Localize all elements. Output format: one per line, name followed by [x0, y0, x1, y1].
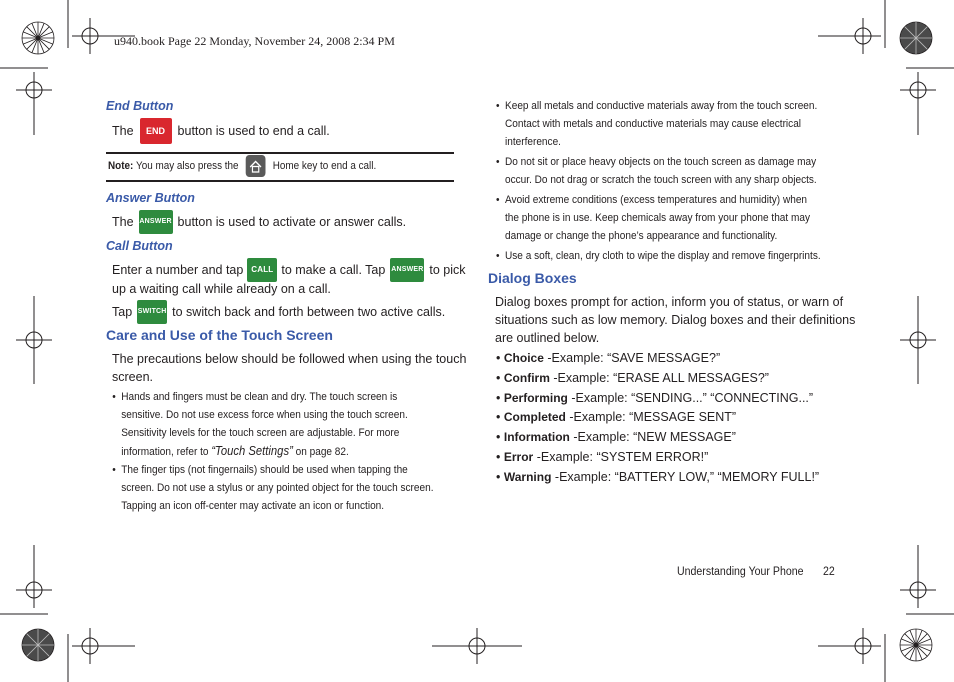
touch-screen-heading: Care and Use of the Touch Screen	[106, 327, 333, 343]
dialog-item-performing	[496, 389, 819, 409]
dialog-example: -Example: “BATTERY LOW,” “MEMORY FULL!”	[554, 469, 820, 484]
right-bullet-1-line1: Keep all metals and conductive materials away from the touch screen.	[505, 100, 818, 112]
note-bottom-rule	[106, 180, 454, 182]
right-bullet-3	[496, 191, 821, 245]
bullet-icon: •	[112, 464, 116, 476]
dialog-item-warning	[496, 468, 819, 488]
note-text-pre: You may also press the	[135, 160, 239, 172]
dialog-item-information	[496, 428, 819, 448]
touch-bullet-1-line4-pre: information, refer to	[121, 446, 209, 458]
dialog-item-completed	[496, 408, 819, 428]
bullet-icon: •	[496, 449, 501, 464]
home-key-icon	[246, 155, 266, 177]
dialog-item-confirm	[496, 369, 819, 389]
call-line1-mid: to make a call. Tap	[281, 263, 386, 277]
bullet-icon: •	[496, 156, 500, 168]
bullet-icon: •	[496, 100, 500, 112]
touch-bullet-1-line1: Hands and fingers must be clean and dry. The touch screen is	[121, 391, 398, 403]
right-bullet-3-line1: Avoid extreme conditions (excess temperatures and humidity) when	[505, 194, 808, 206]
answer-key-icon: ANSWER	[139, 210, 173, 234]
touch-bullet-1-line4-post: on page 82.	[295, 446, 349, 458]
touch-bullet-1-line2: sensitive. Do not use excess force when using the touch screen.	[121, 409, 408, 421]
footer-section: Understanding Your Phone	[677, 566, 804, 578]
dialog-intro-line1: Dialog boxes prompt for action, inform you of status, or warn of	[495, 295, 844, 309]
dialog-boxes-heading: Dialog Boxes	[488, 270, 577, 286]
right-bullet-4-line1: Use a soft, clean, dry cloth to wipe the display and remove fingerprints.	[505, 250, 821, 262]
right-bullet-1	[496, 97, 821, 151]
note	[108, 155, 376, 177]
bullet-icon: •	[496, 430, 501, 445]
bullet-icon: •	[496, 194, 500, 206]
touch-bullet-1-line3: Sensitivity levels for the touch screen are adjustable. For more	[121, 427, 400, 439]
right-bullet-3-line3: damage or change the phone’s appearance and functionality.	[505, 230, 778, 242]
bullet-icon: •	[496, 469, 501, 484]
right-bullet-2	[496, 153, 821, 189]
dialog-term: Error	[503, 449, 534, 464]
dialog-example: -Example: “SYSTEM ERROR!”	[536, 449, 709, 464]
dialog-term: Completed	[503, 410, 566, 425]
dialog-example: -Example: “ERASE ALL MESSAGES?”	[553, 370, 769, 385]
call-button-heading: Call Button	[106, 239, 173, 253]
end-key-icon: END	[140, 118, 172, 144]
dialog-example: -Example: “SENDING...” “CONNECTING...”	[571, 390, 814, 405]
touch-bullet-2-line3: Tapping an icon off-center may activate an icon or function.	[121, 500, 385, 512]
right-bullet-3-line2: the phone is in use. Keep chemicals away from your phone that may	[505, 212, 811, 224]
bullet-icon: •	[496, 351, 501, 365]
starburst-target-icon	[22, 22, 54, 54]
page-number: 22	[823, 566, 835, 578]
dialog-term: Confirm	[503, 370, 550, 385]
touch-intro	[112, 350, 466, 386]
note-top-rule	[106, 152, 454, 154]
touch-intro-line1: The precautions below should be followed when using the touch	[112, 352, 467, 366]
dialog-intro-line2: situations such as low memory. Dialog boxes and their definitions	[495, 313, 856, 327]
right-bullet-2-line1: Do not sit or place heavy objects on the touch screen as damage may	[505, 156, 817, 168]
answer-key-icon-2: ANSWER	[390, 258, 424, 282]
answer-text-pre: The	[112, 215, 134, 229]
dialog-item-error	[496, 448, 819, 468]
end-button-heading: End Button	[106, 99, 174, 113]
end-text-post: button is used to end a call.	[177, 124, 330, 138]
note-label: Note:	[108, 160, 134, 172]
right-bullet-2-line2: occur. Do not drag or scratch the touch screen with any sharp objects.	[505, 174, 817, 186]
touch-bullet-2-line1: The finger tips (not fingernails) should be used when tapping the	[121, 464, 408, 476]
dialog-item-choice	[496, 349, 819, 369]
bullet-icon: •	[496, 410, 501, 425]
call-key-icon: CALL	[247, 258, 277, 282]
end-text-pre: The	[112, 124, 134, 138]
call-line2: up a waiting call while already on a call.	[112, 282, 331, 296]
touch-intro-line2: screen.	[112, 370, 153, 384]
touch-bullet-1	[114, 388, 408, 461]
note-text-post: Home key to end a call.	[272, 160, 377, 172]
dialog-example: -Example: “MESSAGE SENT”	[569, 410, 737, 425]
touch-bullet-2-line2: screen. Do not use a stylus or any pointed object for the touch screen.	[121, 482, 434, 494]
dialog-term: Performing	[503, 390, 568, 405]
bullet-icon: •	[496, 370, 501, 385]
bullet-icon: •	[112, 391, 116, 403]
dialog-intro-line3: are outlined below.	[495, 331, 600, 345]
dialog-intro	[495, 293, 855, 347]
dialog-list	[496, 349, 819, 488]
tap-text: Tap	[112, 305, 133, 319]
print-header: u940.book Page 22 Monday, November 24, 2008 2:34 PM	[114, 34, 395, 48]
dialog-example: -Example: “NEW MESSAGE”	[573, 430, 736, 445]
right-bullet-4	[496, 247, 821, 265]
switch-key-icon: SWITCH	[137, 300, 167, 324]
bullet-icon: •	[496, 390, 501, 405]
bullet-icon: •	[496, 250, 500, 262]
call-line1-post: to pick	[429, 263, 466, 277]
answer-button-heading: Answer Button	[106, 191, 195, 205]
right-bullet-1-line3: interference.	[505, 136, 561, 148]
answer-text-post: button is used to activate or answer calls.	[177, 215, 407, 229]
touch-settings-ref: “Touch Settings”	[211, 444, 293, 458]
dialog-term: Warning	[503, 469, 552, 484]
dialog-term: Choice	[503, 351, 544, 365]
call-line1-pre: Enter a number and tap	[112, 263, 244, 277]
right-bullet-1-line2: Contact with metals and conductive materials may cause electrical	[505, 118, 802, 130]
dialog-example: -Example: “SAVE MESSAGE?”	[547, 351, 721, 365]
switch-text: to switch back and forth between two active calls.	[172, 305, 446, 319]
touch-bullet-2	[114, 461, 434, 515]
right-bullets	[496, 97, 821, 265]
dialog-term: Information	[503, 430, 570, 445]
